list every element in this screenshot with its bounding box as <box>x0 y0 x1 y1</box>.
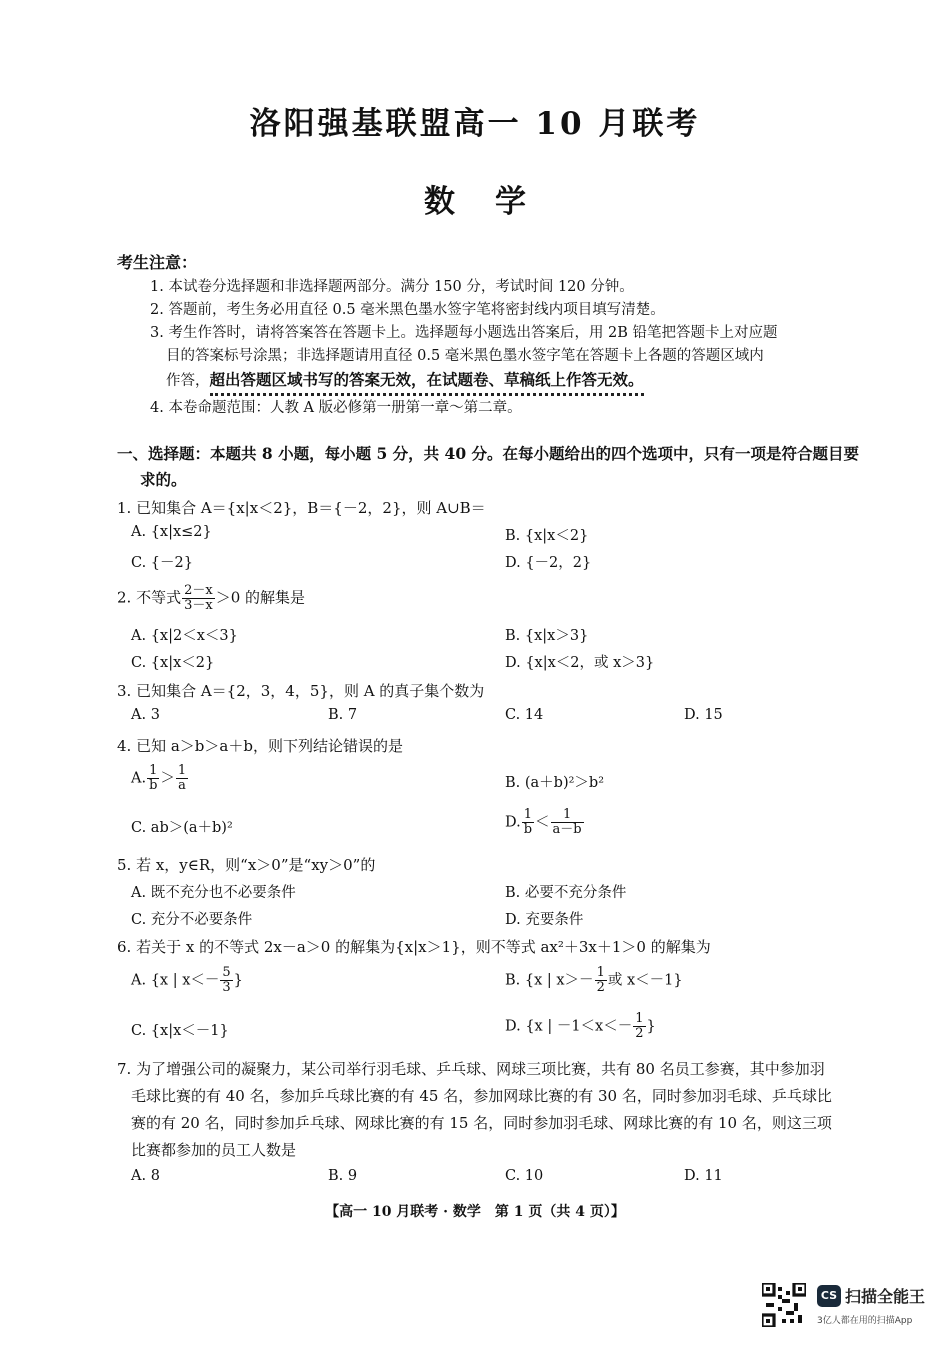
scanner-brand <box>817 1284 925 1307</box>
q6-option-a <box>131 966 243 995</box>
q5-option-b: B. 必要不充分条件 <box>505 885 627 901</box>
scanner-tagline: 3亿人都在用的扫描App <box>817 1316 913 1326</box>
q6-a-pre: A. {x | x＜－ <box>131 972 220 989</box>
q6-a-frac <box>220 966 232 995</box>
camscanner-logo-icon: CS <box>817 1285 841 1307</box>
q3-option-a: A. 3 <box>131 707 160 723</box>
notice-item: 4. 本卷命题范围：人教 A 版必修第一册第一章～第二章。 <box>150 400 522 416</box>
q2-fraction <box>182 584 215 613</box>
q6-b-frac <box>595 966 607 995</box>
q6-d-den: 2 <box>635 1026 644 1041</box>
q4-d-den1: b <box>523 822 533 837</box>
q4-d-num2: 1 <box>551 808 584 823</box>
q6-option-c: C. {x|x＜－1} <box>131 1023 229 1039</box>
q4-option-d <box>505 808 585 837</box>
notice-item-prefix: 作答， <box>166 373 210 389</box>
q4-a-label: A. <box>131 770 147 787</box>
q7-option-b: B. 9 <box>328 1168 358 1184</box>
q3-option-b: B. 7 <box>328 707 358 723</box>
q5-option-a: A. 既不充分也不必要条件 <box>131 885 296 901</box>
question-7-line: 赛的有 20 名，同时参加乒乓球、网球比赛的有 15 名，同时参加羽毛球、网球比赛的有 10 名，则这三项 <box>131 1114 832 1132</box>
q4-a-num2: 1 <box>177 763 187 778</box>
q4-d-label: D. <box>505 814 521 831</box>
q6-a-post: } <box>233 972 243 989</box>
section-heading: 一、选择题：本题共 8 小题，每小题 5 分，共 40 分。在每小题给出的四个选项中，只有一项是符合题目要 <box>117 444 860 463</box>
q4-option-a <box>131 764 189 793</box>
subject-title: 数学 <box>424 184 566 220</box>
question-3-stem: 3. 已知集合 A＝{2，3，4，5}，则 A 的真子集个数为 <box>117 682 485 700</box>
notice-item: 1. 本试卷分选择题和非选择题两部分。满分 150 分，考试时间 120 分钟。 <box>150 279 634 295</box>
question-7-line: 7. 为了增强公司的凝聚力，某公司举行羽毛球、乒乓球、网球三项比赛，共有 80 名员工参赛，其中参加羽 <box>117 1060 825 1078</box>
q3-option-d: D. 15 <box>684 707 723 723</box>
q2-option-d: D. {x|x＜2，或 x＞3} <box>505 655 655 671</box>
q7-option-a: A. 8 <box>131 1168 160 1184</box>
page-footer: 【高一 10 月联考 · 数学 第 1 页（共 4 页）】 <box>325 1204 625 1220</box>
question-7-line: 比赛都参加的员工人数是 <box>131 1141 297 1159</box>
q4-a-frac2 <box>176 764 188 793</box>
notice-item: 目的答案标号涂黑；非选择题请用直径 0.5 毫米黑色墨水签字笔在答题卡上各题的答题区域内 <box>166 348 764 364</box>
q6-b-num: 1 <box>596 965 605 980</box>
q4-option-b: B. (a＋b)²＞b² <box>505 775 605 791</box>
notice-heading: 考生注意： <box>117 253 198 272</box>
section-heading-cont: 求的。 <box>140 470 187 489</box>
question-6-stem: 6. 若关于 x 的不等式 2x－a＞0 的解集为{x|x＞1}，则不等式 ax²＋3x＋1＞0 的解集为 <box>117 938 711 956</box>
q4-a-num1: 1 <box>147 764 159 779</box>
q7-option-d: D. 11 <box>684 1168 723 1184</box>
q6-d-pre: D. {x | －1＜x＜－ <box>505 1018 633 1035</box>
q4-d-relation: ＜ <box>535 814 550 831</box>
q6-a-den: 3 <box>222 980 231 995</box>
exam-title: 洛阳强基联盟高一 10 月联考 <box>249 106 701 142</box>
q4-option-c: C. ab＞(a＋b)² <box>131 820 233 836</box>
q1-option-d: D. {－2，2} <box>505 555 592 571</box>
q7-option-c: C. 10 <box>505 1168 544 1184</box>
question-1-stem: 1. 已知集合 A＝{x|x＜2}，B＝{－2，2}，则 A∪B＝ <box>117 499 486 517</box>
q4-d-den2: a－b <box>552 822 582 837</box>
q2-denominator: 3－x <box>184 598 213 613</box>
q2-option-a: A. {x|2＜x＜3} <box>131 628 238 644</box>
notice-item: 2. 答题前，考生务必用直径 0.5 毫米黑色墨水签字笔将密封线内项目填写清楚。 <box>150 302 665 318</box>
scanner-name: 扫描全能王 <box>845 1287 926 1306</box>
q1-option-a: A. {x|x≤2} <box>131 524 212 540</box>
q5-option-d: D. 充要条件 <box>505 912 584 928</box>
q5-option-c: C. 充分不必要条件 <box>131 912 253 928</box>
q6-b-post: 或 x＜－1} <box>607 972 683 989</box>
q4-d-frac1 <box>522 808 534 837</box>
question-7-line: 毛球比赛的有 40 名，参加乒乓球比赛的有 45 名，参加网球比赛的有 30 名，同时参加羽毛球、乒乓球比 <box>131 1087 832 1105</box>
notice-item: 3. 考生作答时，请将答案答在答题卡上。选择题每小题选出答案后，用 2B 铅笔把答题卡上对应题 <box>150 325 778 341</box>
notice-item <box>166 368 644 390</box>
q6-d-num: 1 <box>635 1011 644 1026</box>
q2-stem-prefix: 2. 不等式 <box>117 588 182 607</box>
q2-option-c: C. {x|x＜2} <box>131 655 215 671</box>
q4-d-num1: 1 <box>522 808 534 823</box>
q2-stem-suffix: ＞0 的解集是 <box>215 588 306 607</box>
q6-b-den: 2 <box>596 980 605 995</box>
q1-option-c: C. {－2} <box>131 555 193 571</box>
q4-d-frac2 <box>551 808 584 837</box>
q1-option-b: B. {x|x＜2} <box>505 528 589 544</box>
q2-option-b: B. {x|x＞3} <box>505 628 589 644</box>
q4-a-frac1 <box>147 764 159 793</box>
notice-emphasis: 超出答题区域书写的答案无效，在试题卷、草稿纸上作答无效。 <box>210 370 644 396</box>
q3-option-c: C. 14 <box>505 707 544 723</box>
q6-d-post: } <box>646 1018 656 1035</box>
q6-d-frac <box>633 1012 645 1041</box>
qr-code-icon <box>762 1283 806 1327</box>
q2-numerator: 2－x <box>184 583 213 598</box>
q4-a-den2: a <box>178 778 186 793</box>
q6-b-pre: B. {x | x＞－ <box>505 972 594 989</box>
q4-a-relation: ＞ <box>160 770 175 787</box>
question-2-stem <box>117 584 305 613</box>
question-5-stem: 5. 若 x，y∈R，则“x＞0”是“xy＞0”的 <box>117 856 376 874</box>
q6-a-num: 5 <box>222 965 231 980</box>
q6-option-b <box>505 966 683 995</box>
q6-option-d <box>505 1012 656 1041</box>
question-4-stem: 4. 已知 a＞b＞a＋b，则下列结论错误的是 <box>117 737 403 755</box>
q4-a-den1: b <box>149 778 158 793</box>
